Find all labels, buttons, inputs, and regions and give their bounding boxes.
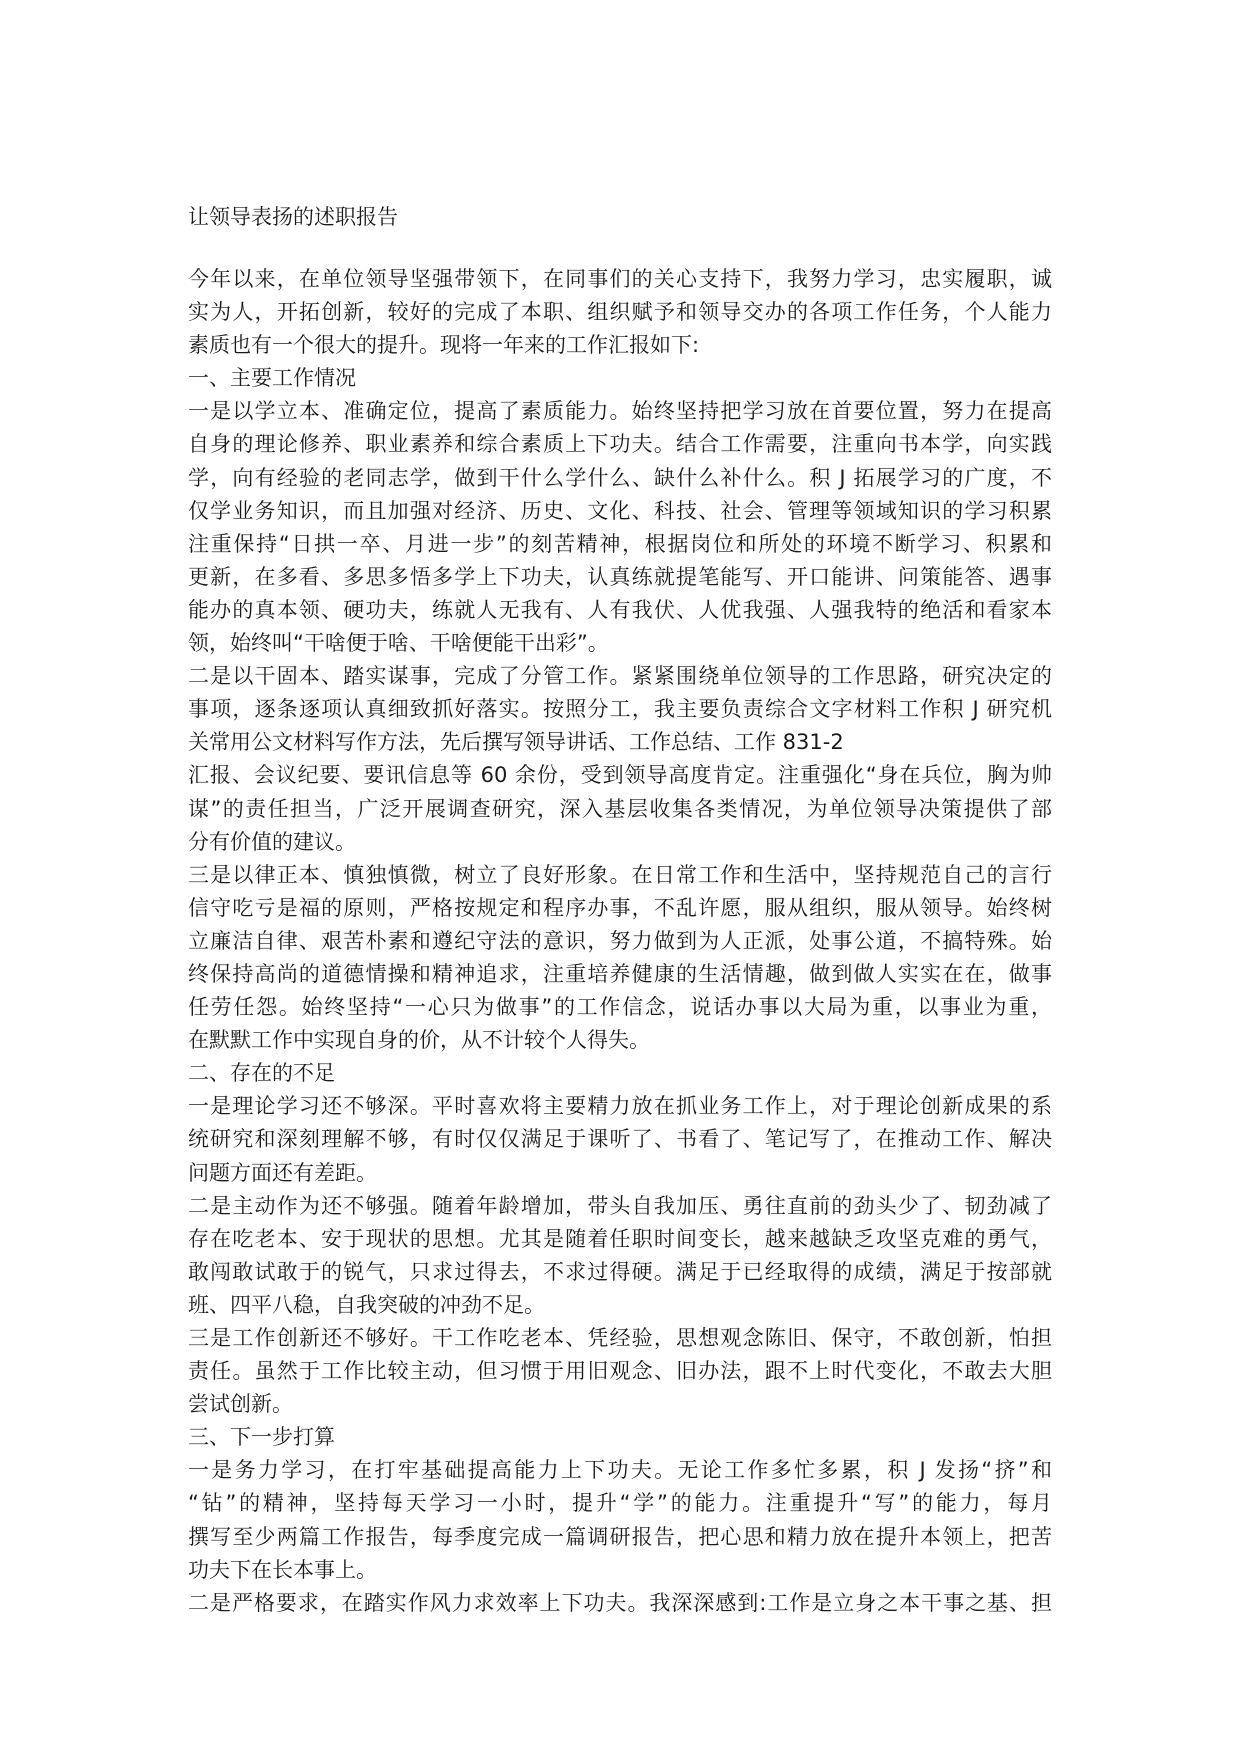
document-title: 让领导表扬的述职报告	[188, 205, 398, 229]
body-line: 分有价值的建议。	[188, 829, 356, 854]
section-heading: 一、主要工作情况	[188, 366, 356, 391]
body-line: 谋”的责任担当，广泛开展调查研究，深入基层收集各类情况，为单位领导决策提供了部	[188, 796, 1052, 821]
body-line: 敢闯敢试敢于的锐气，只求过得去，不求过得硬。满足于已经取得的成绩，满足于按部就	[188, 1259, 1052, 1284]
body-line: 统研究和深刻理解不够，有时仅仅满足于课听了、书看了、笔记写了，在推动工作、解决	[188, 1127, 1052, 1152]
body-line: “钻”的精神，坚持每天学习一小时，提升“学”的能力。注重提升“写”的能力，每月	[188, 1491, 1052, 1516]
body-line: 班、四平八稳，自我突破的冲劲不足。	[188, 1292, 545, 1317]
body-line: 信守吃亏是福的原则，严格按规定和程序办事，不乱许愿，服从组织，服从领导。始终树	[188, 895, 1052, 920]
body-line: 三是以律正本、慎独慎微，树立了良好形象。在日常工作和生活中，坚持规范自己的言行	[188, 862, 1052, 887]
body-line: 三是工作创新还不够好。干工作吃老本、凭经验，思想观念陈旧、保守，不敢创新，怕担	[188, 1326, 1052, 1350]
body-line: 一是理论学习还不够深。平时喜欢将主要精力放在抓业务工作上，对于理论创新成果的系	[188, 1094, 1052, 1119]
body-line: 实为人，开拓创新，较好的完成了本职、组织赋予和领导交办的各项工作任务，个人能力	[188, 300, 1052, 325]
body-line: 更新，在多看、多思多悟多学上下功夫，认真练就提笔能写、开口能讲、问策能答、遇事	[188, 564, 1052, 589]
body-line: 撰写至少两篇工作报告，每季度完成一篇调研报告，把心思和精力放在提升本领上，把苦	[188, 1524, 1052, 1549]
section-heading: 二、存在的不足	[188, 1061, 335, 1086]
body-line: 责任。虽然于工作比较主动，但习惯于用旧观念、旧办法，跟不上时代变化，不敢去大胆	[188, 1359, 1052, 1384]
body-line: 立廉洁自律、艰苦朴素和遵纪守法的意识，努力做到为人正派，处事公道，不搞特殊。始	[188, 928, 1052, 953]
section-heading: 三、下一步打算	[188, 1425, 335, 1450]
body-line: 能办的真本领、硬功夫，练就人无我有、人有我伏、人优我强、人强我特的绝活和看家本	[188, 597, 1052, 622]
body-line: 注重保持“日拱一卒、月进一步”的刻苦精神，根据岗位和所处的环境不断学习、积累和	[188, 531, 1052, 556]
body-line: 二是主动作为还不够强。随着年龄增加，带头自我加压、勇往直前的劲头少了、韧劲减了	[188, 1193, 1052, 1218]
body-line: 二是严格要求，在踏实作风力求效率上下功夫。我深深感到:工作是立身之本干事之基、担	[188, 1590, 1052, 1615]
body-line: 存在吃老本、安于现状的思想。尤其是随着任职时间变长，越来越缺乏攻坚克难的勇气，	[188, 1226, 1052, 1251]
body-line: 仅学业务知识，而且加强对经济、历史、文化、科技、社会、管理等领域知识的学习积累	[188, 498, 1052, 523]
body-line: 今年以来，在单位领导坚强带领下，在同事们的关心支持下，我努力学习，忠实履职，诚	[188, 267, 1052, 291]
body-line: 事项，逐条逐项认真细致抓好落实。按照分工，我主要负责综合文字材料工作积 J 研究机	[188, 697, 1052, 722]
body-line: 关常用公文材料写作方法，先后撰写领导讲话、工作总结、工作 831-2	[188, 730, 844, 755]
body-line: 一是务力学习，在打牢基础提高能力上下功夫。无论工作多忙多累，积 J 发扬“挤”和	[188, 1458, 1052, 1483]
body-line: 学，向有经验的老同志学，做到干什么学什么、缺什么补什么。积 J 拓展学习的广度，不	[188, 465, 1052, 490]
body-line: 任劳任怨。始终坚持“一心只为做事”的工作信念，说话办事以大局为重，以事业为重，	[188, 995, 1052, 1020]
body-line: 领，始终叫“干啥便于啥、干啥便能干出彩”。	[188, 631, 609, 656]
body-line: 功夫下在长本事上。	[188, 1557, 377, 1582]
body-line: 终保持高尚的道德情操和精神追求，注重培养健康的生活情趣，做到做人实实在在，做事	[188, 961, 1052, 986]
body-line: 在默默工作中实现自身的价，从不计较个人得失。	[188, 1028, 650, 1053]
body-line: 一是以学立本、准确定位，提高了素质能力。始终坚持把学习放在首要位置，努力在提高	[188, 399, 1052, 424]
body-line: 尝试创新。	[188, 1392, 293, 1417]
body-line: 问题方面还有差距。	[188, 1160, 377, 1185]
body-line: 二是以干固本、踏实谋事，完成了分管工作。紧紧围绕单位领导的工作思路，研究决定的	[188, 664, 1052, 689]
document-body	[188, 263, 1052, 1620]
body-line: 素质也有一个很大的提升。现将一年来的工作汇报如下:	[188, 333, 700, 358]
body-line: 自身的理论修养、职业素养和综合素质上下功夫。结合工作需要，注重向书本学，向实践	[188, 432, 1052, 457]
body-line: 汇报、会议纪要、要讯信息等 60 余份，受到领导高度肯定。注重强化“身在兵位，胸为帅	[188, 763, 1052, 788]
